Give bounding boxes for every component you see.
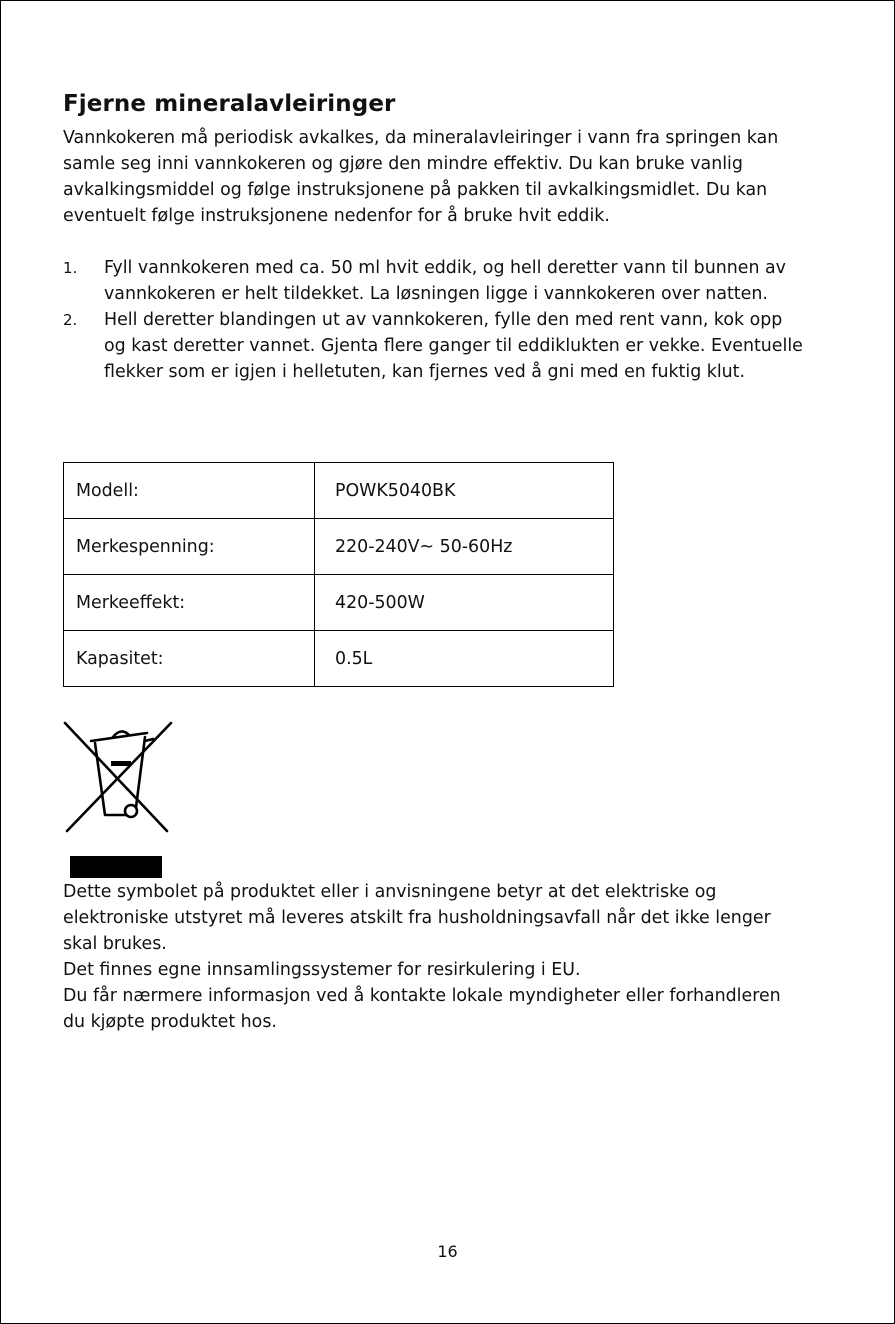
spec-value: 420-500W <box>315 575 614 631</box>
crossed-out-wheelie-bin-icon <box>61 719 175 835</box>
spec-label: Merkespenning: <box>64 519 315 575</box>
descaling-steps <box>63 255 803 385</box>
disposal-paragraph: Det finnes egne innsamlingssystemer for resirkulering i EU. <box>63 960 581 980</box>
list-item <box>63 307 803 385</box>
disposal-text <box>63 879 803 1035</box>
disposal-paragraph: Du får nærmere informasjon ved å kontakte lokale myndigheter eller forhandleren du kjøpte produktet hos. <box>63 986 781 1032</box>
step-number: 1. <box>63 259 78 277</box>
step-number: 2. <box>63 311 78 329</box>
spec-value: 220-240V~ 50-60Hz <box>315 519 614 575</box>
table-row <box>64 519 614 575</box>
table-row <box>64 631 614 687</box>
list-item <box>63 255 803 307</box>
table-row <box>64 575 614 631</box>
spec-value: 0.5L <box>315 631 614 687</box>
disposal-paragraph: Dette symbolet på produktet eller i anvisningene betyr at det elektriske og elektroniske utstyret må leveres atskilt fra husholdningsavfall når det ikke lenger skal brukes. <box>63 882 771 954</box>
table-row <box>64 463 614 519</box>
spec-label: Merkeeffekt: <box>64 575 315 631</box>
section-heading: Fjerne mineralavleiringer <box>63 91 396 117</box>
step-text: Hell deretter blandingen ut av vannkokeren, fylle den med rent vann, kok opp og kast deretter vannet. Gjenta flere ganger til eddiklukten er vekke. Eventuelle flekker som er igjen i helletuten, kan fjernes ved å gni med en fuktig klut. <box>104 310 803 382</box>
spec-label: Modell: <box>64 463 315 519</box>
spec-label: Kapasitet: <box>64 631 315 687</box>
intro-paragraph: Vannkokeren må periodisk avkalkes, da mineralavleiringer i vann fra springen kan samle seg inni vannkokeren og gjøre den mindre effektiv. Du kan bruke vanlig avkalkingsmiddel og følge instruksjonene på pakken til avkalkingsmidlet. Du kan eventuelt følge instruksjonene nedenfor for å bruke hvit eddik. <box>63 128 779 226</box>
page-number: 16 <box>437 1242 458 1261</box>
spec-value: POWK5040BK <box>315 463 614 519</box>
step-text: Fyll vannkokeren med ca. 50 ml hvit eddik, og hell deretter vann til bunnen av vannkokeren er helt tildekket. La løsningen ligge i vannkokeren over natten. <box>104 258 786 304</box>
weee-solid-bar <box>70 856 162 878</box>
spec-table <box>63 462 614 687</box>
